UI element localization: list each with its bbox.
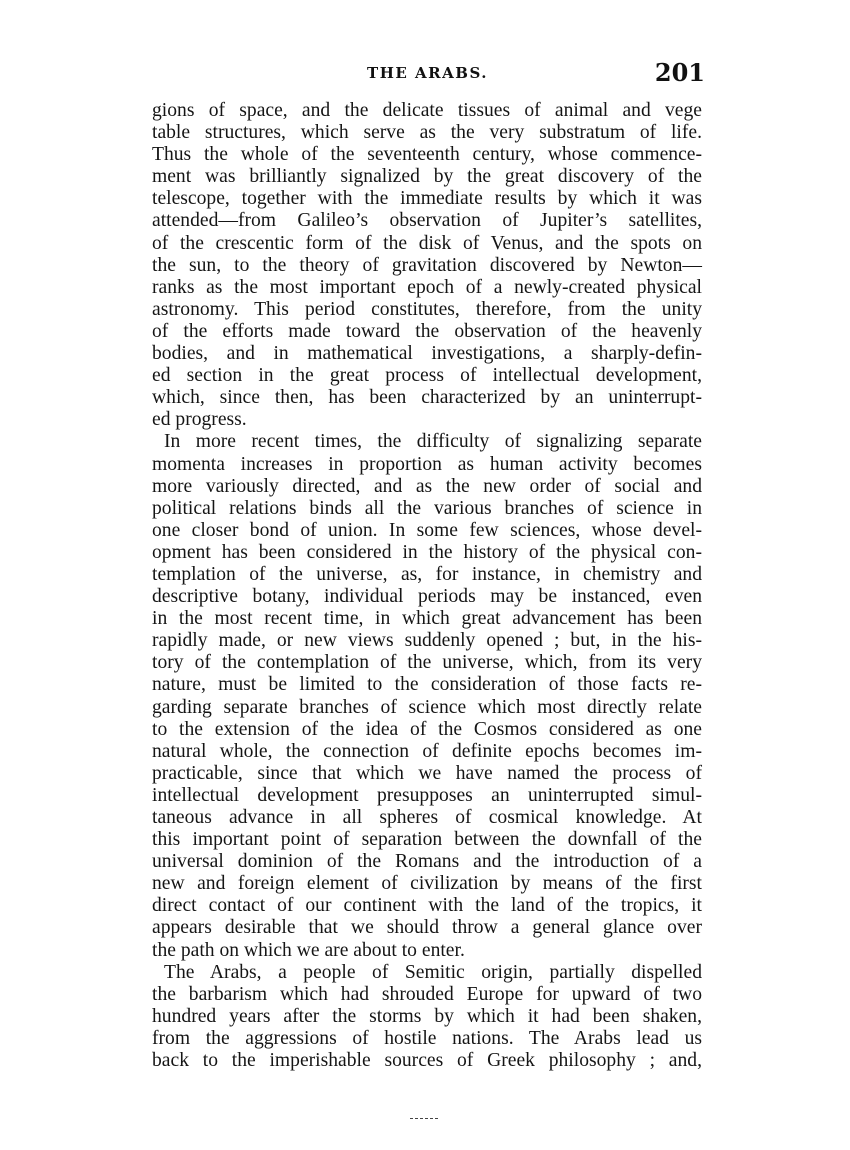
text-line: gions of space, and the delicate tissues of animal and vege [152,100,702,121]
text-line: new and foreign element of civilization by means of the first [152,873,702,895]
text-line: telescope, together with the immediate results by which it was [152,188,702,210]
text-line: this important point of separation between the downfall of the [152,829,702,851]
page-bottom-mark [410,1118,438,1119]
text-line: hundred years after the storms by which it had been shaken, [152,1005,702,1027]
text-line: the sun, to the theory of gravitation discovered by Newton— [152,254,702,276]
text-line: from the aggressions of hostile nations. The Arabs lead us [152,1027,702,1049]
text-line: political relations binds all the various branches of science in [152,497,702,519]
text-line: ed progress. [152,409,247,431]
text-line: The Arabs, a people of Semitic origin, partially dispelled [164,961,702,983]
text-line: one closer bond of union. In some few sciences, whose devel- [152,519,702,541]
running-title: THE ARABS. [367,64,488,82]
text-line: direct contact of our continent with the land of the tropics, it [152,895,702,917]
text-line: ed section in the great process of intellectual development, [152,365,702,387]
text-line: momenta increases in proportion as human activity becomes [152,453,702,475]
text-line: back to the imperishable sources of Greek philosophy ; and, [152,1050,702,1072]
text-line: of the crescentic form of the disk of Venus, and the spots on [152,232,702,254]
text-line: attended—from Galileo’s observation of Jupiter’s satellites, [152,210,702,232]
text-line: garding separate branches of science which most directly relate [152,696,702,718]
page-number: 201 [654,58,705,87]
text-line: opment has been considered in the history of the physical con- [152,541,702,563]
text-line: ment was brilliantly signalized by the great discovery of the [152,166,702,188]
text-line: templation of the universe, as, for instance, in chemistry and [152,563,702,585]
text-line: bodies, and in mathematical investigations, a sharply-defin- [152,343,702,365]
text-line: rapidly made, or new views suddenly opened ; but, in the his- [152,630,702,652]
text-line: to the extension of the idea of the Cosmos considered as one [152,718,702,740]
text-line: intellectual development presupposes an uninterrupted simul- [152,784,702,806]
text-line: in the most recent time, in which great advancement has been [152,608,702,630]
text-line: ranks as the most important epoch of a newly-created physical [152,276,702,298]
text-line: practicable, since that which we have named the process of [152,762,702,784]
running-head [150,60,705,90]
text-line: more variously directed, and as the new order of social and [152,475,702,497]
text-line: universal dominion of the Romans and the introduction of a [152,851,702,873]
body-text [152,100,702,1072]
text-line: which, since then, has been characterized by an uninterrupt- [152,387,702,409]
text-line: the barbarism which had shrouded Europe for upward of two [152,983,702,1005]
text-line: table structures, which serve as the very substratum of life. [152,122,702,144]
text-line: natural whole, the connection of definite epochs becomes im- [152,740,702,762]
text-line: the path on which we are about to enter. [152,939,465,961]
text-line: astronomy. This period constitutes, therefore, from the unity [152,298,702,320]
text-line: Thus the whole of the seventeenth century, whose commence- [152,144,702,166]
text-line: taneous advance in all spheres of cosmical knowledge. At [152,807,702,828]
text-line: nature, must be limited to the consideration of those facts re- [152,674,702,696]
text-line: tory of the contemplation of the universe, which, from its very [152,652,702,674]
text-line: In more recent times, the difficulty of signalizing separate [164,431,702,453]
text-line: of the efforts made toward the observation of the heavenly [152,320,702,342]
text-line: appears desirable that we should throw a general glance over [152,917,702,939]
text-line: descriptive botany, individual periods may be instanced, even [152,586,702,608]
